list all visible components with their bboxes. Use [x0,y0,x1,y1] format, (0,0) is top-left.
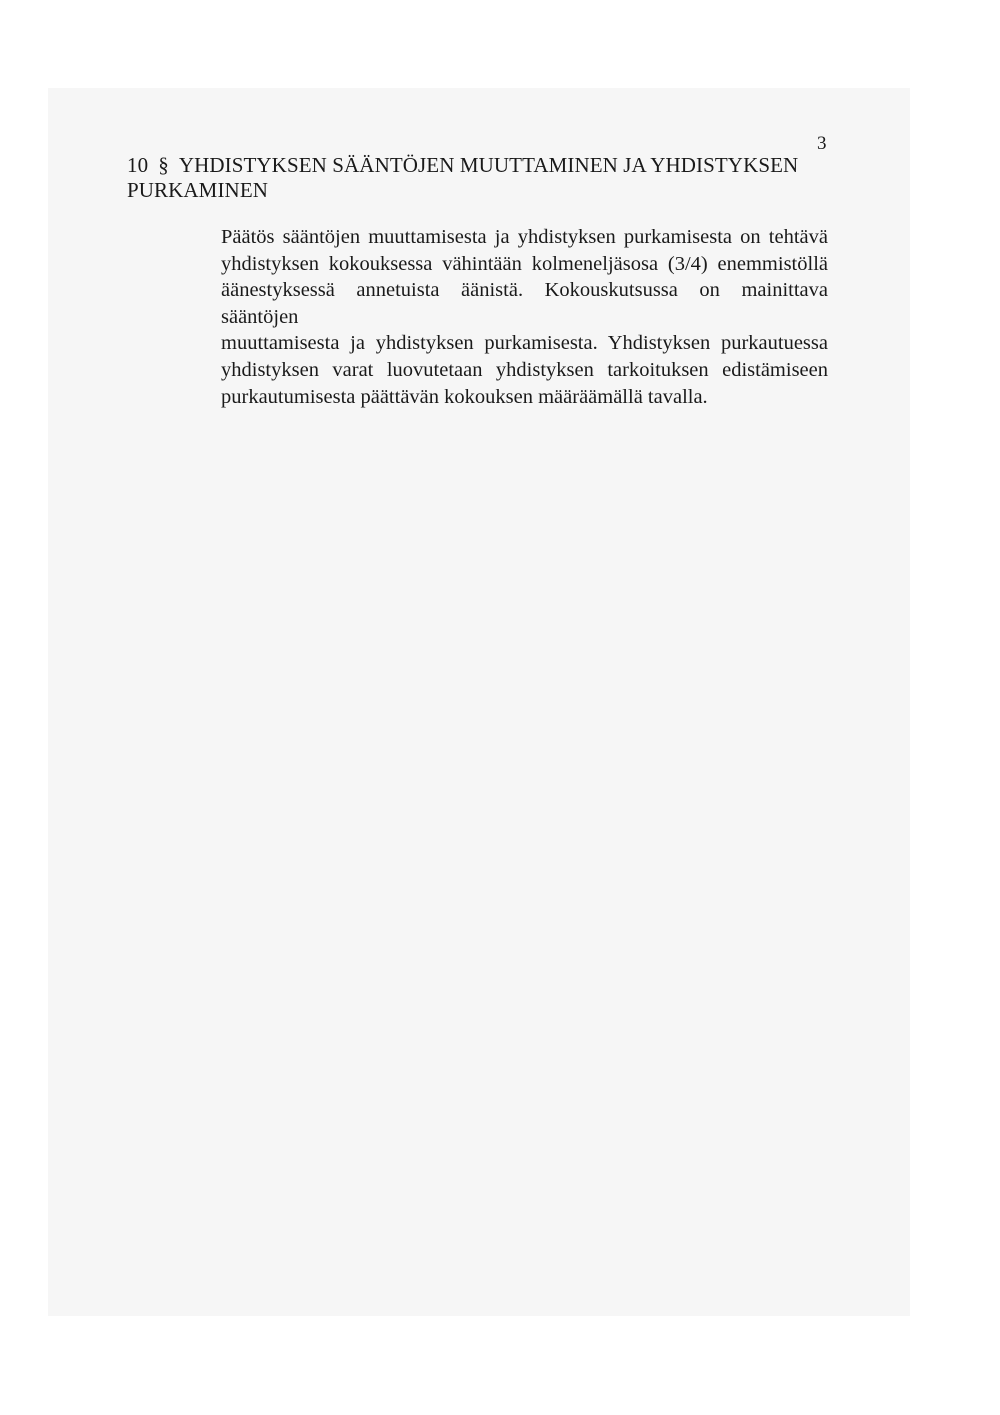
body-line: purkautumisesta päättävän kokouksen määräämällä tavalla. [221,385,708,408]
body-line: muuttamisesta ja yhdistyksen purkamisesta. Yhdistyksen purkautuessa [221,332,828,355]
body-line: yhdistyksen kokouksessa vähintään kolmeneljäsosa (3/4) enemmistöllä [221,252,828,275]
body-line: Päätös sääntöjen muuttamisesta ja yhdistyksen purkamisesta on tehtävä [221,226,828,248]
page-number: 3 [817,133,827,154]
section-title-line-2: PURKAMINEN [127,178,269,202]
section-title-line-1: YHDISTYKSEN SÄÄNTÖJEN MUUTTAMINEN JA YHDISTYKSEN [178,153,799,177]
body-line: yhdistyksen varat luovutetaan yhdistyksen tarkoituksen edistämiseen [221,358,828,381]
section-body-paragraph [221,224,828,410]
section-symbol: § [158,153,169,177]
section-number: 10 [127,153,149,177]
section-heading [127,153,827,203]
body-line: äänestyksessä annetuista äänistä. Kokouskutsussa on mainittava sääntöjen [221,279,828,328]
